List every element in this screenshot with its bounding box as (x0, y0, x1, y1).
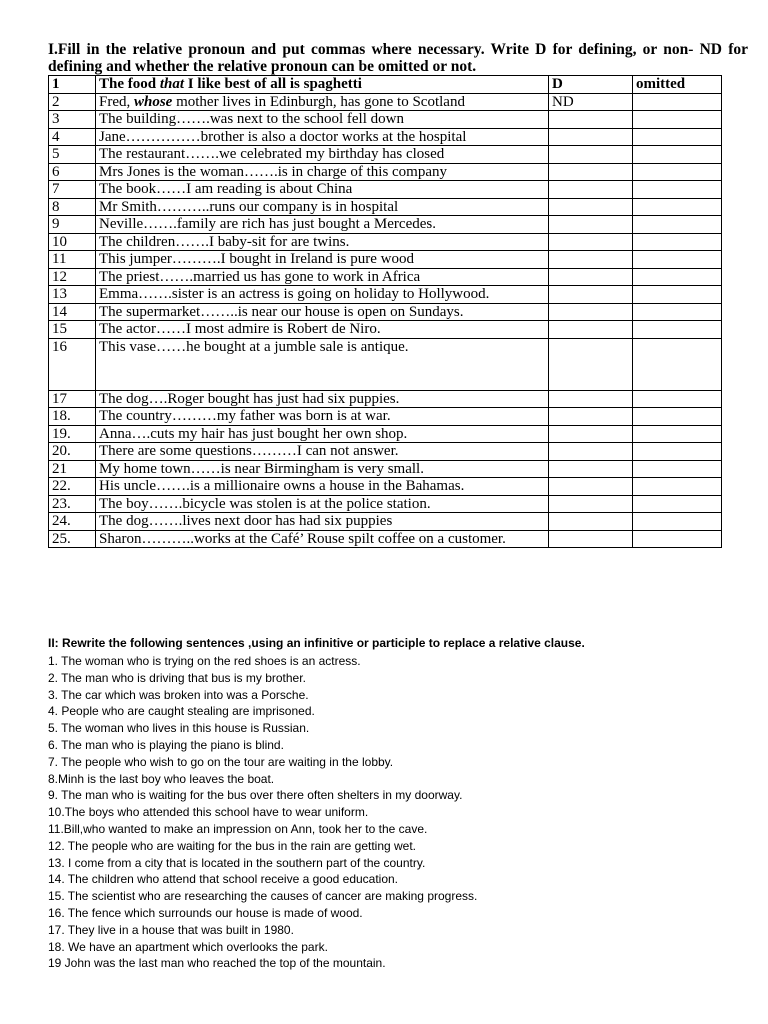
type-answer-cell (549, 495, 633, 513)
sentence-text: Fred, (99, 93, 134, 110)
sentence-text: mother lives in Edinburgh, has gone to Scotland (172, 93, 465, 110)
row-number: 20. (49, 443, 96, 461)
sentence-cell (96, 530, 549, 548)
sentence-cell (96, 163, 549, 181)
sentence-text: The boy…….bicycle was stolen is at the police station. (99, 495, 431, 512)
omitted-answer-cell (633, 286, 722, 304)
table-row (49, 93, 722, 111)
omitted-answer-cell (633, 443, 722, 461)
row-number: 2 (49, 93, 96, 111)
sentence-cell (96, 198, 549, 216)
sentence-text: The children…….I baby-sit for are twins. (99, 233, 350, 250)
omitted-answer-cell (633, 321, 722, 339)
sentence-text: Sharon………..works at the Café’ Rouse spilt coffee on a customer. (99, 530, 506, 547)
sentence-text: Neville…….family are rich has just bought a Mercedes. (99, 216, 436, 232)
type-answer-cell (549, 460, 633, 478)
table-row (49, 268, 722, 286)
type-answer-cell (549, 286, 633, 304)
sentence-text: The book……I am reading is about China (99, 181, 353, 197)
part2-title: II: Rewrite the following sentences ,using an infinitive or participle to replace a relative clause. (48, 636, 585, 650)
sentence-cell (96, 111, 549, 129)
sentence-cell (96, 321, 549, 339)
row-number: 17 (49, 390, 96, 408)
omitted-answer-cell (633, 530, 722, 548)
list-item: 10.The boys who attended this school have to wear uniform. (48, 805, 369, 820)
rewrite-list (48, 653, 748, 972)
sentence-text: The priest…….married us has gone to work in Africa (99, 268, 421, 285)
type-answer-cell (549, 146, 633, 164)
list-item: 17. They live in a house that was built in 1980. (48, 922, 294, 937)
table-row (49, 495, 722, 513)
sentence-text: Mrs Jones is the woman…….is in charge of this company (99, 163, 448, 180)
row-number: 13 (49, 286, 96, 304)
row-number: 23. (49, 495, 96, 513)
exercise-table (48, 75, 722, 548)
sentence-cell (96, 408, 549, 426)
list-item: 15. The scientist who are researching the causes of cancer are making progress. (48, 889, 478, 904)
sentence-cell (96, 286, 549, 304)
type-answer-cell (549, 478, 633, 496)
type-answer-cell (549, 181, 633, 199)
row-number: 1 (49, 76, 96, 94)
type-answer-cell (549, 111, 633, 129)
list-item: 12. The people who are waiting for the bus in the rain are getting wet. (48, 838, 417, 853)
sentence-cell (96, 390, 549, 408)
row-number: 12 (49, 268, 96, 286)
type-answer-cell (549, 268, 633, 286)
list-item: 3. The car which was broken into was a Porsche. (48, 687, 309, 702)
sentence-cell (96, 338, 549, 390)
sentence-text: The dog….Roger bought has just had six puppies. (99, 390, 400, 407)
relative-pronoun: that (159, 76, 185, 92)
row-number: 21 (49, 460, 96, 478)
omitted-answer-cell (633, 93, 722, 111)
sentence-text: This vase……he bought at a jumble sale is antique. (99, 338, 409, 355)
sentence-cell (96, 216, 549, 234)
table-row (49, 111, 722, 129)
type-answer-cell: ND (549, 93, 633, 111)
table-row (49, 146, 722, 164)
row-number: 6 (49, 163, 96, 181)
list-item: 9. The man who is waiting for the bus over there often shelters in my doorway. (48, 788, 463, 803)
omitted-answer-cell (633, 495, 722, 513)
sentence-text: The dog…….lives next door has had six puppies (99, 513, 393, 529)
omitted-answer-cell (633, 146, 722, 164)
list-item: 11.Bill,who wanted to make an impression on Ann, took her to the cave. (48, 821, 428, 836)
sentence-text: Mr Smith………..runs our company is in hospital (99, 198, 399, 215)
type-answer-cell (549, 530, 633, 548)
table-row (49, 443, 722, 461)
omitted-answer-cell (633, 128, 722, 146)
omitted-answer-cell (633, 303, 722, 321)
list-item: 7. The people who wish to go on the tour are waiting in the lobby. (48, 754, 394, 769)
omitted-answer-cell (633, 478, 722, 496)
table-row (49, 198, 722, 216)
row-number: 4 (49, 128, 96, 146)
row-number: 25. (49, 530, 96, 548)
part1-instruction: I.Fill in the relative pronoun and put commas where necessary. Write D for defining, or non- ND for defining and whether the relative pronoun can be omitted or not. (48, 41, 748, 75)
sentence-cell (96, 495, 549, 513)
sentence-text: The supermarket……..is near our house is open on Sundays. (99, 303, 464, 320)
row-number: 9 (49, 216, 96, 234)
row-number: 19. (49, 425, 96, 443)
table-row (49, 181, 722, 199)
table-row (49, 233, 722, 251)
list-item: 19 John was the last man who reached the top of the mountain. (48, 956, 386, 971)
omitted-answer-cell (633, 216, 722, 234)
omitted-answer-cell (633, 460, 722, 478)
table-row (49, 321, 722, 339)
sentence-text: The actor……I most admire is Robert de Niro. (99, 321, 381, 337)
row-number: 8 (49, 198, 96, 216)
list-item: 5. The woman who lives in this house is Russian. (48, 721, 310, 736)
sentence-text: Emma…….sister is an actress is going on holiday to Hollywood. (99, 286, 490, 302)
omitted-answer-cell (633, 268, 722, 286)
row-number: 15 (49, 321, 96, 339)
row-number: 3 (49, 111, 96, 129)
list-item: 2. The man who is driving that bus is my brother. (48, 670, 306, 685)
type-answer-cell (549, 338, 633, 390)
omitted-answer-cell (633, 233, 722, 251)
list-item: 13. I come from a city that is located in the southern part of the country. (48, 855, 426, 870)
sentence-cell (96, 128, 549, 146)
row-number: 18. (49, 408, 96, 426)
type-answer-cell (549, 303, 633, 321)
list-item: 4. People who are caught stealing are imprisoned. (48, 704, 315, 719)
row-number: 10 (49, 233, 96, 251)
sentence-text: The restaurant…….we celebrated my birthday has closed (99, 146, 445, 162)
list-item: 6. The man who is playing the piano is blind. (48, 737, 284, 752)
omitted-answer-cell (633, 390, 722, 408)
table-row (49, 163, 722, 181)
table-row (49, 303, 722, 321)
sentence-cell (96, 478, 549, 496)
relative-pronoun: whose (134, 93, 173, 110)
sentence-cell (96, 425, 549, 443)
sentence-cell (96, 251, 549, 269)
sentence-cell (96, 513, 549, 531)
table-row (49, 513, 722, 531)
sentence-cell (96, 443, 549, 461)
sentence-cell (96, 93, 549, 111)
table-row (49, 216, 722, 234)
list-item: 14. The children who attend that school receive a good education. (48, 872, 399, 887)
type-column-header: D (549, 76, 633, 94)
sentence-cell (96, 233, 549, 251)
type-answer-cell (549, 233, 633, 251)
example-sentence (96, 76, 549, 94)
table-row (49, 460, 722, 478)
row-number: 14 (49, 303, 96, 321)
omitted-answer-cell (633, 338, 722, 390)
omitted-answer-cell (633, 163, 722, 181)
table-row (49, 128, 722, 146)
table-row (49, 530, 722, 548)
type-answer-cell (549, 513, 633, 531)
sentence-text: There are some questions………I can not answer. (99, 443, 399, 459)
type-answer-cell (549, 321, 633, 339)
row-number: 16 (49, 338, 96, 390)
sentence-text: The country………my father was born is at war. (99, 408, 391, 424)
omitted-answer-cell (633, 198, 722, 216)
type-answer-cell (549, 443, 633, 461)
omitted-answer-cell (633, 251, 722, 269)
row-number: 5 (49, 146, 96, 164)
sentence-cell (96, 181, 549, 199)
row-number: 7 (49, 181, 96, 199)
table-row (49, 425, 722, 443)
sentence-text: Anna….cuts my hair has just bought her own shop. (99, 425, 408, 442)
omitted-column-header: omitted (633, 76, 722, 94)
omitted-answer-cell (633, 513, 722, 531)
sentence-cell (96, 268, 549, 286)
type-answer-cell (549, 163, 633, 181)
type-answer-cell (549, 251, 633, 269)
table-row (49, 408, 722, 426)
omitted-answer-cell (633, 408, 722, 426)
sentence-text: This jumper……….I bought in Ireland is pure wood (99, 251, 414, 267)
sentence-cell (96, 146, 549, 164)
table-row (49, 286, 722, 304)
table-row (49, 338, 722, 390)
omitted-answer-cell (633, 425, 722, 443)
row-number: 22. (49, 478, 96, 496)
omitted-answer-cell (633, 181, 722, 199)
list-item: 8.Minh is the last boy who leaves the boat. (48, 771, 275, 786)
sentence-text: Jane……………brother is also a doctor works at the hospital (99, 128, 467, 145)
type-answer-cell (549, 390, 633, 408)
part2-section (48, 635, 748, 972)
sentence-text: The building…….was next to the school fell down (99, 111, 404, 127)
list-item: 1. The woman who is trying on the red shoes is an actress. (48, 654, 361, 668)
sentence-text: I like best of all is spaghetti (184, 76, 362, 92)
row-number: 11 (49, 251, 96, 269)
omitted-answer-cell (633, 111, 722, 129)
row-number: 24. (49, 513, 96, 531)
sentence-cell (96, 303, 549, 321)
table-header-row (49, 76, 722, 94)
type-answer-cell (549, 128, 633, 146)
list-item: 16. The fence which surrounds our house is made of wood. (48, 905, 363, 920)
type-answer-cell (549, 198, 633, 216)
sentence-text: My home town……is near Birmingham is very small. (99, 460, 424, 477)
type-answer-cell (549, 216, 633, 234)
table-row (49, 251, 722, 269)
sentence-cell (96, 460, 549, 478)
sentence-text: The food (99, 76, 160, 92)
table-row (49, 390, 722, 408)
list-item: 18. We have an apartment which overlooks the park. (48, 939, 328, 954)
type-answer-cell (549, 408, 633, 426)
sentence-text: His uncle…….is a millionaire owns a house in the Bahamas. (99, 478, 465, 494)
table-row (49, 478, 722, 496)
type-answer-cell (549, 425, 633, 443)
